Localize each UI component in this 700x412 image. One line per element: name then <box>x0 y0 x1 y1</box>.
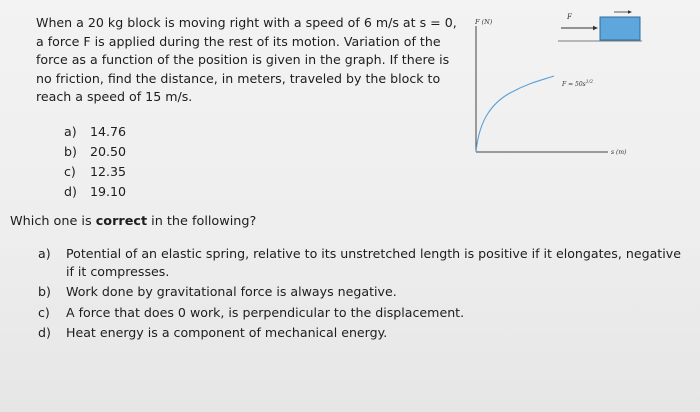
heading-bold: correct <box>95 214 148 229</box>
curve-equation <box>561 79 593 88</box>
option-b[interactable] <box>64 142 126 162</box>
option-text: 20.50 <box>90 144 127 159</box>
force-label: F <box>567 13 572 21</box>
question-2-heading <box>10 213 256 231</box>
force-position-figure <box>470 0 700 170</box>
heading-prefix: Which one is <box>10 214 96 229</box>
x-axis-label: s (m) <box>611 149 627 156</box>
option-text: A force that does 0 work, is perpendicular to the displacement. <box>66 304 465 320</box>
curve-equation-base: F = 50s <box>562 81 586 88</box>
option-text-line: Potential of an elastic spring, relative to its unstretched length is positive if it elongates, negative <box>66 246 681 261</box>
option-b[interactable] <box>38 283 698 301</box>
option-label: b) <box>64 144 77 159</box>
question-1-line: reach a speed of 15 m/s. <box>36 89 193 104</box>
option-label: a) <box>64 124 77 139</box>
question-1-line: force as a function of the position is given in the graph. If there is <box>36 52 450 67</box>
option-a[interactable] <box>64 122 126 142</box>
question-1-line: no friction, find the distance, in meters, traveled by the block to <box>36 70 441 86</box>
option-d[interactable] <box>38 324 698 342</box>
option-a[interactable] <box>38 245 698 280</box>
question-1-options <box>64 122 126 202</box>
option-text-continuation: if it compresses. <box>66 263 170 279</box>
option-label: d) <box>64 184 77 199</box>
option-label: d) <box>38 325 51 340</box>
option-text: 12.35 <box>90 164 127 179</box>
question-1-line: a force F is applied during the rest of its motion. Variation of the <box>36 33 441 49</box>
option-c[interactable] <box>64 162 126 182</box>
question-2-options <box>38 245 698 345</box>
question-1-line: When a 20 kg block is moving right with a speed of 6 m/s at s = 0, <box>36 15 457 30</box>
option-d[interactable] <box>64 182 126 202</box>
option-label: c) <box>38 304 50 320</box>
block-diagram <box>558 10 642 41</box>
option-label: b) <box>38 284 51 299</box>
block <box>600 17 640 40</box>
question-1-text <box>36 14 456 107</box>
y-axis-label: F (N) <box>475 18 493 26</box>
option-text: Work done by gravitational force is always negative. <box>66 284 397 299</box>
option-text: 19.10 <box>90 184 127 199</box>
option-text <box>66 245 681 280</box>
option-label: c) <box>64 164 76 179</box>
curve-equation-exponent: 1/2 <box>585 80 593 85</box>
option-label: a) <box>38 246 51 261</box>
heading-suffix: in the following? <box>147 214 257 229</box>
velocity-arrowhead <box>628 10 632 13</box>
option-text: Heat energy is a component of mechanical energy. <box>66 325 388 340</box>
option-c[interactable] <box>38 304 698 322</box>
option-text: 14.76 <box>90 124 127 139</box>
force-curve <box>476 76 554 152</box>
force-arrowhead <box>593 26 598 30</box>
